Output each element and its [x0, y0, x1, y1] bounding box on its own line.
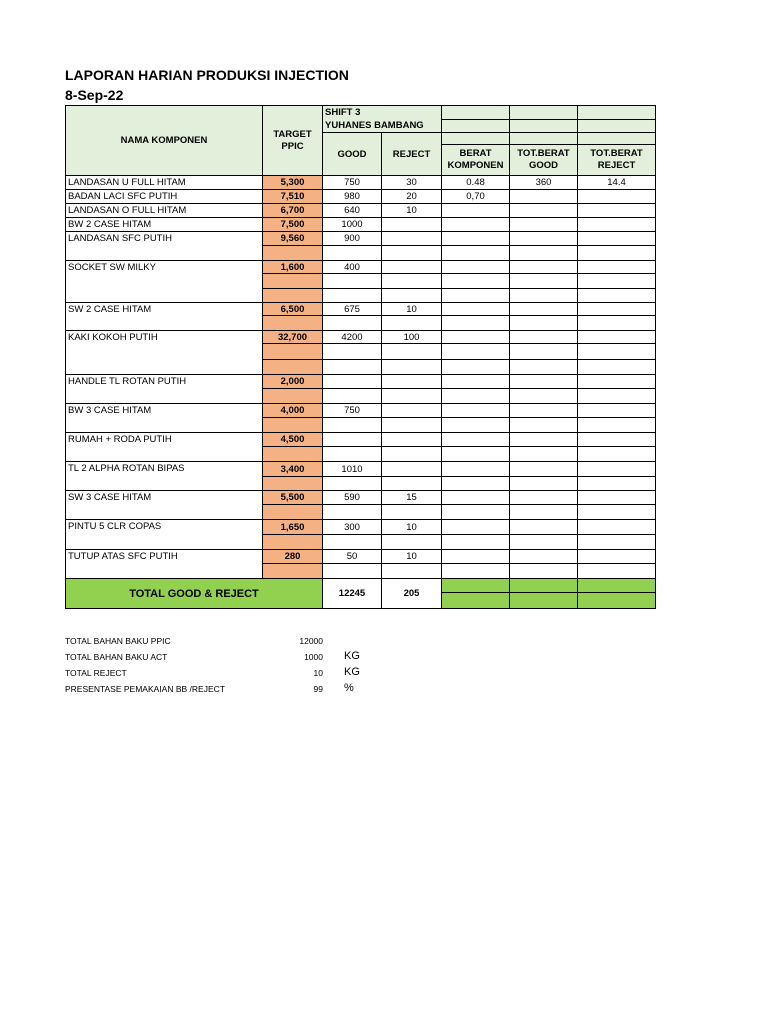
berat-komponen: [442, 303, 510, 316]
berat-komponen: [442, 564, 510, 579]
tot-berat-reject: [578, 389, 656, 404]
berat-komponen: [442, 520, 510, 535]
summary-value: 10: [313, 668, 323, 678]
header-target-ppic: TARGET PPIC: [263, 106, 323, 176]
table-row: [66, 404, 656, 418]
reject-qty: [382, 344, 442, 360]
target-ppic: [263, 274, 323, 289]
component-name: SW 3 CASE HITAM: [66, 491, 263, 520]
good-qty: 400: [323, 261, 382, 274]
target-ppic: 32,700: [263, 331, 323, 344]
table-row: [66, 550, 656, 564]
shift-number: SHIFT 3: [325, 107, 361, 118]
reject-qty: 30: [382, 176, 442, 190]
tot-berat-good: [510, 316, 578, 331]
total-blank: [578, 593, 656, 609]
tot-berat-reject: [578, 344, 656, 360]
tot-berat-good: 360: [510, 176, 578, 190]
target-ppic: 4,000: [263, 404, 323, 418]
good-qty: [323, 447, 382, 462]
reject-qty: [382, 232, 442, 246]
summary-value: 1000: [304, 652, 323, 662]
summary-label: PRESENTASE PEMAKAIAN BB /REJECT: [65, 684, 225, 694]
tot-berat-good: [510, 246, 578, 261]
good-qty: [323, 360, 382, 375]
berat-komponen: [442, 360, 510, 375]
summary-row: [65, 634, 385, 650]
tot-berat-reject: [578, 190, 656, 204]
table-row: [66, 375, 656, 389]
component-name: PINTU 5 CLR COPAS: [66, 520, 263, 550]
tot-berat-good: [510, 535, 578, 550]
header-good: GOOD: [323, 133, 382, 176]
tot-berat-good: [510, 261, 578, 274]
tot-berat-good: [510, 389, 578, 404]
total-good: 12245: [323, 579, 382, 609]
target-ppic: 1,650: [263, 520, 323, 535]
header-shift: [323, 106, 442, 133]
component-name: BADAN LACI SFC PUTIH: [66, 190, 263, 204]
target-ppic: 9,560: [263, 232, 323, 246]
target-ppic: [263, 535, 323, 550]
tot-berat-reject: [578, 505, 656, 520]
tot-berat-reject: 14.4: [578, 176, 656, 190]
header-tot-berat-reject: TOT.BERAT REJECT: [578, 145, 656, 176]
summary-value: 99: [313, 684, 323, 694]
summary-unit: %: [344, 682, 354, 694]
table-row: [66, 331, 656, 344]
tot-berat-reject: [578, 218, 656, 232]
tot-berat-good: [510, 303, 578, 316]
tot-berat-reject: [578, 447, 656, 462]
good-qty: 50: [323, 550, 382, 564]
target-ppic: [263, 289, 323, 303]
good-qty: [323, 433, 382, 447]
component-name: LANDASAN SFC PUTIH: [66, 232, 263, 261]
header-blank: [578, 120, 656, 133]
target-ppic: 7,510: [263, 190, 323, 204]
target-ppic: 2,000: [263, 375, 323, 389]
summary-value: 12000: [299, 636, 323, 646]
tot-berat-reject: [578, 316, 656, 331]
good-qty: 590: [323, 491, 382, 505]
header-blank: [510, 106, 578, 120]
production-table: [65, 105, 656, 609]
target-ppic: [263, 477, 323, 491]
berat-komponen: [442, 550, 510, 564]
target-ppic: 7,500: [263, 218, 323, 232]
good-qty: [323, 505, 382, 520]
header-blank: [442, 120, 510, 133]
reject-qty: [382, 261, 442, 274]
target-ppic: [263, 344, 323, 360]
tot-berat-good: [510, 190, 578, 204]
reject-qty: [382, 218, 442, 232]
summary-row: [65, 650, 385, 666]
berat-komponen: [442, 491, 510, 505]
berat-komponen: [442, 404, 510, 418]
tot-berat-good: [510, 331, 578, 344]
component-name: SOCKET SW MILKY: [66, 261, 263, 303]
good-qty: [323, 375, 382, 389]
reject-qty: [382, 389, 442, 404]
component-name: BW 3 CASE HITAM: [66, 404, 263, 433]
target-ppic: 1,600: [263, 261, 323, 274]
berat-komponen: [442, 462, 510, 477]
shift-operators: YUHANES BAMBANG: [325, 120, 424, 131]
tot-berat-reject: [578, 520, 656, 535]
reject-qty: [382, 316, 442, 331]
reject-qty: [382, 433, 442, 447]
berat-komponen: [442, 274, 510, 289]
component-name: TUTUP ATAS SFC PUTIH: [66, 550, 263, 579]
reject-qty: [382, 477, 442, 491]
tot-berat-reject: [578, 535, 656, 550]
good-qty: 1010: [323, 462, 382, 477]
summary-label: TOTAL REJECT: [65, 668, 127, 678]
good-qty: 640: [323, 204, 382, 218]
tot-berat-good: [510, 404, 578, 418]
header-blank: [510, 133, 578, 145]
tot-berat-reject: [578, 491, 656, 505]
tot-berat-reject: [578, 404, 656, 418]
reject-qty: [382, 564, 442, 579]
tot-berat-reject: [578, 289, 656, 303]
report-date: 8-Sep-22: [65, 87, 124, 103]
berat-komponen: [442, 447, 510, 462]
target-ppic: 4,500: [263, 433, 323, 447]
component-name: BW 2 CASE HITAM: [66, 218, 263, 232]
reject-qty: [382, 418, 442, 433]
good-qty: 4200: [323, 331, 382, 344]
reject-qty: [382, 462, 442, 477]
reject-qty: [382, 505, 442, 520]
table-row: [66, 204, 656, 218]
tot-berat-good: [510, 418, 578, 433]
tot-berat-reject: [578, 261, 656, 274]
good-qty: 675: [323, 303, 382, 316]
summary-label: TOTAL BAHAN BAKU ACT: [65, 652, 168, 662]
reject-qty: 100: [382, 331, 442, 344]
table-row: [66, 232, 656, 246]
tot-berat-good: [510, 289, 578, 303]
total-blank: [578, 579, 656, 593]
table-row: [66, 303, 656, 316]
tot-berat-good: [510, 232, 578, 246]
berat-komponen: [442, 289, 510, 303]
component-name: RUMAH + RODA PUTIH: [66, 433, 263, 462]
target-ppic: 6,700: [263, 204, 323, 218]
tot-berat-good: [510, 491, 578, 505]
reject-qty: [382, 289, 442, 303]
berat-komponen: [442, 261, 510, 274]
total-row: [66, 579, 656, 593]
target-ppic: [263, 389, 323, 404]
target-ppic: 5,500: [263, 491, 323, 505]
good-qty: 300: [323, 520, 382, 535]
tot-berat-good: [510, 462, 578, 477]
berat-komponen: [442, 389, 510, 404]
reject-qty: [382, 360, 442, 375]
reject-qty: [382, 447, 442, 462]
good-qty: 900: [323, 232, 382, 246]
tot-berat-reject: [578, 246, 656, 261]
berat-komponen: 0,70: [442, 190, 510, 204]
summary-section: [65, 634, 385, 698]
header-nama-komponen: NAMA KOMPONEN: [66, 106, 263, 176]
tot-berat-reject: [578, 477, 656, 491]
target-ppic: [263, 360, 323, 375]
tot-berat-good: [510, 550, 578, 564]
good-qty: [323, 289, 382, 303]
component-name: TL 2 ALPHA ROTAN BIPAS: [66, 462, 263, 491]
report-title: LAPORAN HARIAN PRODUKSI INJECTION: [65, 67, 349, 83]
target-ppic: [263, 418, 323, 433]
berat-komponen: [442, 232, 510, 246]
good-qty: [323, 246, 382, 261]
table-row: [66, 218, 656, 232]
berat-komponen: [442, 418, 510, 433]
tot-berat-reject: [578, 433, 656, 447]
summary-unit: KG: [344, 650, 360, 662]
berat-komponen: [442, 535, 510, 550]
good-qty: 980: [323, 190, 382, 204]
total-blank: [510, 579, 578, 593]
component-name: LANDASAN U FULL HITAM: [66, 176, 263, 190]
summary-row: [65, 682, 385, 698]
berat-komponen: 0.48: [442, 176, 510, 190]
tot-berat-good: [510, 564, 578, 579]
total-blank: [442, 593, 510, 609]
summary-unit: KG: [344, 666, 360, 678]
berat-komponen: [442, 375, 510, 389]
tot-berat-reject: [578, 232, 656, 246]
good-qty: [323, 316, 382, 331]
table-row: [66, 261, 656, 274]
target-ppic: 5,300: [263, 176, 323, 190]
total-label: TOTAL GOOD & REJECT: [66, 579, 323, 609]
reject-qty: [382, 375, 442, 389]
table-row: [66, 462, 656, 477]
table-row: [66, 433, 656, 447]
header-blank: [442, 106, 510, 120]
component-name: KAKI KOKOH PUTIH: [66, 331, 263, 375]
tot-berat-reject: [578, 331, 656, 344]
reject-qty: 10: [382, 520, 442, 535]
summary-row: [65, 666, 385, 682]
good-qty: [323, 535, 382, 550]
tot-berat-good: [510, 520, 578, 535]
tot-berat-reject: [578, 204, 656, 218]
header-blank: [578, 133, 656, 145]
tot-berat-good: [510, 447, 578, 462]
good-qty: [323, 477, 382, 491]
component-name: SW 2 CASE HITAM: [66, 303, 263, 331]
total-blank: [442, 579, 510, 593]
good-qty: [323, 389, 382, 404]
header-tot-berat-good: TOT.BERAT GOOD: [510, 145, 578, 176]
tot-berat-reject: [578, 274, 656, 289]
header-blank: [442, 133, 510, 145]
table-row: [66, 520, 656, 535]
berat-komponen: [442, 477, 510, 491]
reject-qty: [382, 246, 442, 261]
tot-berat-good: [510, 477, 578, 491]
reject-qty: 10: [382, 550, 442, 564]
reject-qty: 10: [382, 303, 442, 316]
good-qty: [323, 418, 382, 433]
tot-berat-good: [510, 375, 578, 389]
target-ppic: [263, 246, 323, 261]
tot-berat-reject: [578, 564, 656, 579]
tot-berat-good: [510, 360, 578, 375]
good-qty: [323, 564, 382, 579]
target-ppic: [263, 564, 323, 579]
berat-komponen: [442, 316, 510, 331]
target-ppic: [263, 447, 323, 462]
tot-berat-reject: [578, 462, 656, 477]
header-reject: REJECT: [382, 133, 442, 176]
berat-komponen: [442, 505, 510, 520]
tot-berat-good: [510, 204, 578, 218]
reject-qty: [382, 535, 442, 550]
total-reject: 205: [382, 579, 442, 609]
berat-komponen: [442, 246, 510, 261]
table-row: [66, 491, 656, 505]
tot-berat-reject: [578, 418, 656, 433]
header-blank: [578, 106, 656, 120]
tot-berat-good: [510, 274, 578, 289]
berat-komponen: [442, 218, 510, 232]
component-name: LANDASAN O FULL HITAM: [66, 204, 263, 218]
target-ppic: 3,400: [263, 462, 323, 477]
table-row: [66, 176, 656, 190]
reject-qty: 15: [382, 491, 442, 505]
header-berat-komponen: BERAT KOMPONEN: [442, 145, 510, 176]
good-qty: 750: [323, 404, 382, 418]
good-qty: [323, 274, 382, 289]
reject-qty: 10: [382, 204, 442, 218]
tot-berat-reject: [578, 550, 656, 564]
target-ppic: [263, 316, 323, 331]
summary-label: TOTAL BAHAN BAKU PPIC: [65, 636, 171, 646]
good-qty: [323, 344, 382, 360]
reject-qty: [382, 274, 442, 289]
reject-qty: [382, 404, 442, 418]
berat-komponen: [442, 433, 510, 447]
header-blank: [510, 120, 578, 133]
target-ppic: 6,500: [263, 303, 323, 316]
target-ppic: [263, 505, 323, 520]
tot-berat-reject: [578, 303, 656, 316]
good-qty: 750: [323, 176, 382, 190]
berat-komponen: [442, 331, 510, 344]
tot-berat-good: [510, 433, 578, 447]
berat-komponen: [442, 204, 510, 218]
good-qty: 1000: [323, 218, 382, 232]
target-ppic: 280: [263, 550, 323, 564]
tot-berat-reject: [578, 360, 656, 375]
total-blank: [510, 593, 578, 609]
component-name: HANDLE TL ROTAN PUTIH: [66, 375, 263, 404]
tot-berat-good: [510, 505, 578, 520]
tot-berat-good: [510, 218, 578, 232]
tot-berat-reject: [578, 375, 656, 389]
berat-komponen: [442, 344, 510, 360]
table-row: [66, 190, 656, 204]
reject-qty: 20: [382, 190, 442, 204]
tot-berat-good: [510, 344, 578, 360]
